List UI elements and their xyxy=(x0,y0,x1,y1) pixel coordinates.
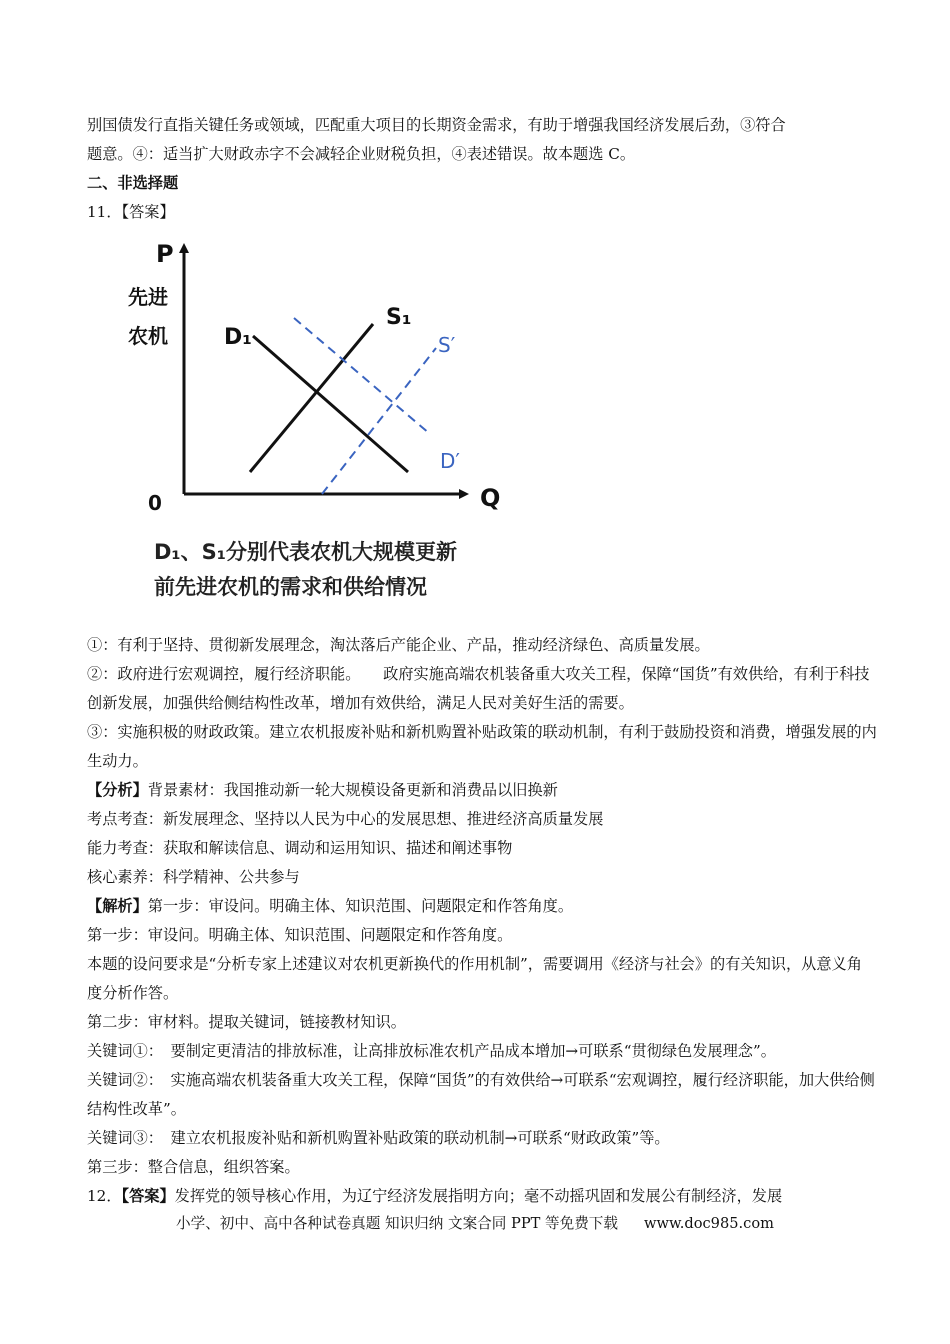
step1-detail: 本题的设问要求是“分析专家上述建议对农机更新换代的作用机制”，需要调用《经济与社会》的有关知识，从意义角度分析作答。 xyxy=(87,955,862,1002)
caption-line1: D₁、S₁分别代表农机大规模更新 xyxy=(154,540,457,564)
question-12-text: 发挥党的领导核心作用，为辽宁经济发展指明方向；毫不动摇巩固和发展公有制经济，发展 xyxy=(174,1187,783,1205)
answer-point-2: ②：政府进行宏观调控，履行经济职能。 政府实施高端农机装备重大攻关工程，保障“国货”有效供给，有利于科技创新发展，加强供给侧结构性改革，增加有效供给，满足人民对美好生活的需要。 xyxy=(87,665,870,712)
footer-url[interactable]: www.doc985.com xyxy=(643,1215,774,1232)
supply-curve-s1 xyxy=(250,324,373,472)
page-footer xyxy=(0,1212,950,1233)
analysis-line xyxy=(87,776,877,805)
supply-demand-figure xyxy=(118,232,518,610)
analysis-text: 背景素材：我国推动新一轮大规模设备更新和消费品以旧换新 xyxy=(147,781,558,799)
answer-point-1: ①：有利于坚持、贯彻新发展理念，淘汰落后产能企业、产品，推动经济绿色、高质量发展。 xyxy=(87,636,710,654)
s1-label: S₁ xyxy=(386,305,412,330)
jiexi-text: 第一步：审设问。明确主体、知识范围、问题限定和作答角度。 xyxy=(147,897,573,915)
p-axis-label: P xyxy=(156,240,174,268)
y-title-line1: 先进 xyxy=(128,285,168,309)
keyword-3: 关键词③： 建立农机报废补贴和新机购置补贴政策的联动机制→可联系“财政政策”等。 xyxy=(87,1129,670,1147)
d-prime-label: D′ xyxy=(440,449,460,473)
top-paragraph xyxy=(87,111,877,227)
step3-line: 第三步：整合信息，组织答案。 xyxy=(87,1158,300,1176)
answer-point-3: ③：实施积极的财政政策。建立农机报废补贴和新机购置补贴政策的联动机制，有利于鼓励投资和消费，增强发展的内生动力。 xyxy=(87,723,877,770)
keyword-2: 关键词②： 实施高端农机装备重大攻关工程，保障“国货”的有效供给→可联系“宏观调控，履行经济职能，加大供给侧结构性改革”。 xyxy=(87,1071,875,1118)
step2-line: 第二步：审材料。提取关键词，链接教材知识。 xyxy=(87,1013,406,1031)
nengli-line: 能力考查：获取和解读信息、调动和运用知识、描述和阐述事物 xyxy=(87,839,513,857)
demand-curve-d1 xyxy=(253,336,408,472)
text-line: 别国债发行直指关键任务或领域，匹配重大项目的长期资金需求，有助于增强我国经济发展后劲，③符合 xyxy=(87,116,786,134)
analysis-label: 【分析】 xyxy=(87,781,148,799)
question-12 xyxy=(87,1182,877,1211)
y-title-line2: 农机 xyxy=(128,324,168,348)
section-title: 二、非选择题 xyxy=(87,174,179,192)
answer-body xyxy=(87,631,877,1211)
origin-label: 0 xyxy=(148,491,162,515)
kaodian-line: 考点考查：新发展理念、坚持以人民为中心的发展思想、推进经济高质量发展 xyxy=(87,810,604,828)
suyang-line: 核心素养：科学精神、公共参与 xyxy=(87,868,300,886)
footer-text: 小学、初中、高中各种试卷真题 知识归纳 文案合同 PPT 等免费下载 xyxy=(176,1215,618,1232)
q-axis-label: Q xyxy=(480,484,501,512)
question-12-label: 12． xyxy=(87,1187,122,1205)
s-prime-label: S′ xyxy=(438,333,456,357)
question-12-answer-label: 【答案】 xyxy=(121,1187,175,1205)
question-11-label: 11．【答案】 xyxy=(87,203,175,221)
d1-label: D₁ xyxy=(224,325,252,350)
keyword-1: 关键词①： 要制定更清洁的排放标准，让高排放标准农机产品成本增加→可联系“贯彻绿色发展理念”。 xyxy=(87,1042,776,1060)
supply-demand-diagram xyxy=(118,232,518,610)
step1-line: 第一步：审设问。明确主体、知识范围、问题限定和作答角度。 xyxy=(87,926,513,944)
text-line: 题意。④：适当扩大财政赤字不会减轻企业财税负担，④表述错误。故本题选 C。 xyxy=(87,145,636,163)
caption-line2: 前先进农机的需求和供给情况 xyxy=(154,575,427,599)
supply-curve-s-prime xyxy=(322,348,436,494)
jiexi-label: 【解析】 xyxy=(87,897,148,915)
jiexi-line xyxy=(87,892,877,921)
